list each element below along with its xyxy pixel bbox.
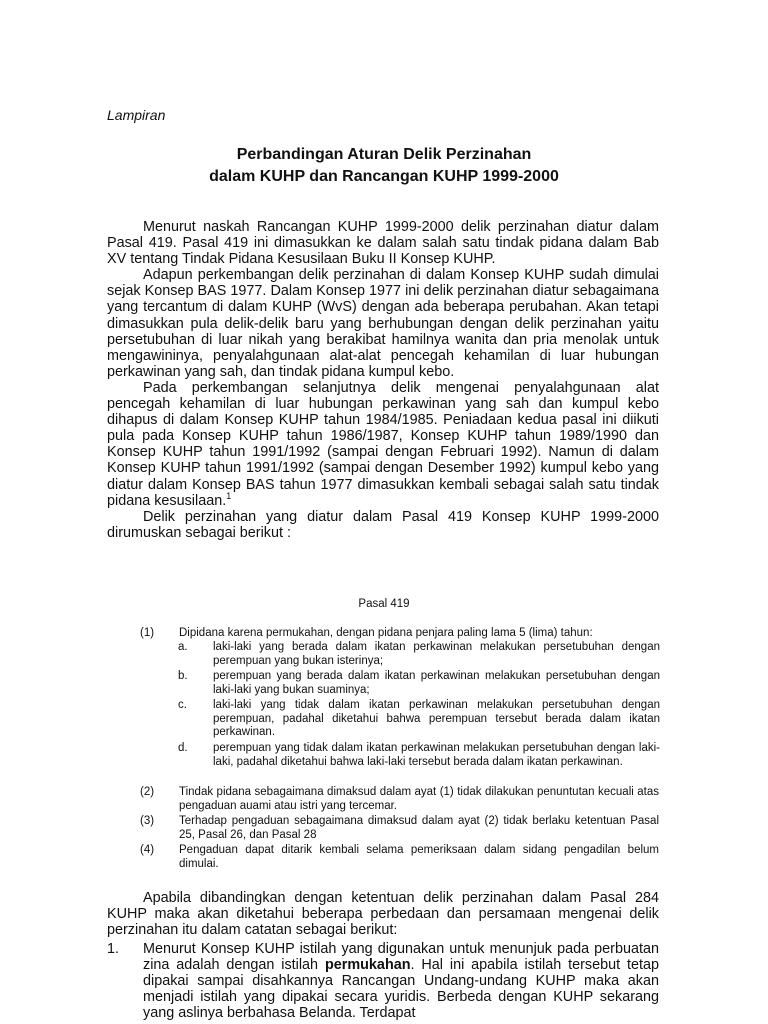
closing-block [107, 890, 659, 938]
paragraph-1: Menurut naskah Rancangan KUHP 1999-2000 delik perzinahan diatur dalam Pasal 419. Pasal 419 ini dimasukkan ke dalam salah satu tindak pidana dalam Bab XV tentang Tindak Pidana Kesusilaan Buku II Konsep KUHP. [107, 219, 659, 268]
pasal-title: Pasal 419 [358, 598, 410, 610]
ayat-text: Terhadap pengaduan sebagaimana dimaksud dalam ayat (2) tidak berlaku ketentuan Pasal 25, Pasal 26, dan Pasal 28 [179, 815, 659, 841]
title-line-2: dalam KUHP dan Rancangan KUHP 1999-2000 [209, 168, 559, 185]
huruf-text: perempuan yang berada dalam ikatan perkawinan melakukan persetubuhan dengan laki-laki yang bukan suaminya; [213, 670, 660, 696]
paragraph-3 [107, 380, 659, 509]
footnote-mark: 1 [226, 490, 232, 501]
ayat-text: Tindak pidana sebagaimana dimaksud dalam ayat (1) tidak dilakukan penuntutan kecuali atas pengaduan auami atau istri yang tercemar. [179, 786, 659, 812]
huruf-letter: c. [178, 699, 187, 711]
huruf-letter: b. [178, 670, 188, 682]
ayat-text: Dipidana karena permukahan, dengan pidana penjara paling lama 5 (lima) tahun: [179, 627, 593, 639]
ayat-number: (1) [140, 627, 155, 639]
list-text-after: . Hal ini apabila istilah tersebut tetap dipakai sampai disahkannya Rancangan Undang-undang KUHP maka akan menjadi istilah yang dipakai secara yuridis. Berbeda dengan KUHP sekarang yang aslinya berbahasa Belanda. Terdapat [143, 957, 660, 1022]
huruf-text: perempuan yang tidak dalam ikatan perkawinan melakukan persetubuhan dengan laki-laki, padahal diketahui bahwa laki-laki tersebut berada dalam ikatan perkawinan. [213, 742, 660, 768]
title-line-1: Perbandingan Aturan Delik Perzinahan [236, 146, 532, 163]
ayat-number: (2) [140, 786, 155, 798]
document-title [0, 144, 768, 188]
paragraph-3-text: Pada perkembangan selanjutnya delik mengenai penyalahgunaan alat pencegah kehamilan di luar hubungan perkawinan yang sah dan kumpul kebo dihapus di dalam Konsep KUHP tahun 1984/1985. Peniadaan kedua pasal ini diikuti pula pada Konsep KUHP tahun 1986/1987, Konsep KUHP tahun 1989/1990 dan Konsep KUHP tahun 1991/1992 (sampai dengan Februari 1992). Namun di dalam Konsep KUHP tahun 1991/1992 (sampai dengan Desember 1992) kumpul kebo yang diatur dalam Konsep BAS tahun 1977 dimasukkan kembali sebagai salah satu tindak pidana kesusilaan. [107, 379, 659, 509]
huruf-text: laki-laki yang tidak dalam ikatan perkawinan melakukan persetubuhan dengan perempuan, padahal diketahui bahwa perempuan tersebut berada dalam ikatan perkawinan. [213, 699, 660, 739]
ayat-number: (4) [140, 844, 155, 856]
list-text [143, 941, 659, 1021]
huruf-letter: d. [178, 742, 188, 754]
ayat-number: (3) [140, 815, 155, 827]
intro-paragraphs [107, 219, 659, 541]
lampiran-label: Lampiran [107, 107, 166, 123]
huruf-letter: a. [178, 641, 188, 653]
paragraph-4: Delik perzinahan yang diatur dalam Pasal 419 Konsep KUHP 1999-2000 dirumuskan sebagai berikut : [107, 508, 659, 541]
list-text-bold: permukahan [324, 957, 411, 974]
ayat-text: Pengaduan dapat ditarik kembali selama pemeriksaan dalam sidang pengadilan belum dimulai. [179, 844, 659, 870]
list-text-before: Menurut Konsep KUHP istilah yang digunakan untuk menunjuk pada perbuatan zina adalah dengan istilah [143, 941, 659, 974]
closing-paragraph: Apabila dibandingkan dengan ketentuan delik perzinahan dalam Pasal 284 KUHP maka akan diketahui beberapa perbedaan dan persamaan mengenai delik perzinahan itu dalam catatan sebagai berikut: [107, 890, 659, 939]
paragraph-2: Adapun perkembangan delik perzinahan di dalam Konsep KUHP sudah dimulai sejak Konsep BAS 1977. Dalam Konsep 1977 ini delik perzinahan diatur sebagaimana yang tercantum di dalam KUHP (WvS) dengan ada beberapa perubahan. Akan tetapi dimasukkan pula delik-delik baru yang berhubungan dengan delik perzinahan yaitu persetubuhan di luar nikah yang berakibat hamilnya wanita dan pria menolak untuk mengawininya, penyalahgunaan alat-alat pencegah kehamilan di luar hubungan perkawinan yang sah, dan tindak pidana kumpul kebo. [107, 267, 659, 380]
list-number: 1. [107, 941, 120, 957]
huruf-text: laki-laki yang berada dalam ikatan perkawinan melakukan persetubuhan dengan perempuan yang bukan isterinya; [213, 641, 660, 667]
